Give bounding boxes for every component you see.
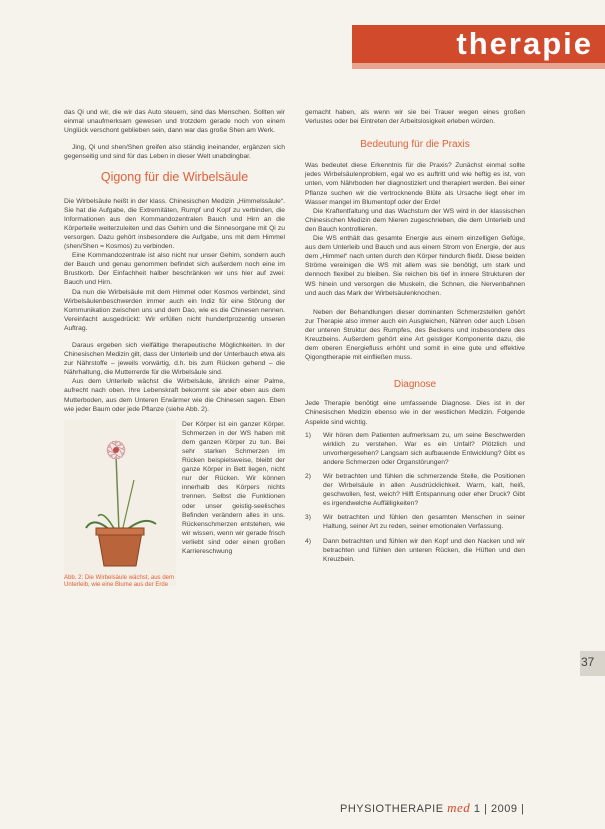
paragraph: Die WS enthält das gesamte Energie aus einem einzelligen Gefüge, aus dem Unterleib und Bauch und aus einem Strom von Energie, der aus dem „Himmel“ nach unten durch den Körper hindurch fließt. Diese beiden Ströme vereinigen die WS mit allem was sie benötigt, um stark und dennoch flexibel zu bleiben. Sie reichen bis tief in innere Strukturen der WS hinein und versorgen die Muskeln, die Schnen, die Nervenbahnen und auch das Mark der Wirbelsäulenknochen. — [305, 235, 525, 297]
left-column — [64, 108, 285, 590]
figure-block — [64, 420, 285, 590]
paragraph: Eine Kommandozentrale ist also nicht nur unser Gehirn, sondern auch der Bauch und genau genommen befindet sich außerdem noch eine im Brustkorb. Der Einfachheit halber beschränken wir uns hier auf zwei: Bauch und Hirn. — [64, 252, 285, 287]
list-item: 4) Dann betrachten und fühlen wir den Kopf und den Nacken und wir betrachten und fühlen den unteren Rücken, die Hüften und den Kreuzbein. — [305, 537, 525, 563]
flower-illustration — [64, 420, 176, 570]
paragraph: Was bedeutet diese Erkenntnis für die Praxis? Zunächst einmal sollte jedes Wirbelsäulenproblem, egal wo es auftritt und wie heftig es ist, von unten, vom Nährboden her diagnostiziert und therapiert werden. Bei einer Pflanze suchen wir die vertrocknende Blüte als Ursache liegt eher im Wasser mangel im Blumentopf oder der Erde! — [305, 162, 525, 206]
section-heading: Diagnose — [393, 379, 437, 391]
list-item: 3) Wir betrachten und fühlen den gesamten Menschen in seiner Haltung, seiner Art zu reden, seiner emotionalen Verfassung. — [305, 514, 525, 531]
section-heading: Qigong für die Wirbelsäule — [100, 170, 249, 185]
right-column — [305, 108, 525, 569]
paragraph: gemacht haben, als wenn wir sie bei Trauer wegen eines großen Verlustes oder bei Eintreten der Arbeitslosigkeit erleben würden. — [305, 109, 525, 126]
paragraph: Jede Therapie benötigt eine umfassende Diagnose. Dies ist in der Chinesischen Medizin ebenso wie in der westlichen Medizin. Folgende Aspekte sind wichtig. — [305, 400, 525, 426]
page-number: 37 — [581, 655, 595, 669]
section-banner — [352, 25, 605, 63]
paragraph: Der Körper ist ein ganzer Körper. Schmerzen in der WS haben mit dem ganzen Körper zu tun. Bei sehr starken Schmerzen im Rücken beispielsweise, bleibt der ganze Körper in Bett liegen, nicht nur der Rücken. Wir können innerhalb des Körpers nichts trennen. Selbst die Funktionen oder unser geistig-seelisches Befinden verändern alles in uns. Rückenschmerzen entstehen, wie wir wissen, wenn wir gerade frisch verliebt sind oder einen großen Karriereschwung — [182, 420, 285, 556]
paragraph: Die Wirbelsäule heißt in der klass. Chinesischen Medizin „Himmelssäule“. Sie hat die Aufgabe, die Extremitäten, Rumpf und Kopf zu verbinden, die Informationen aus den Kommandozentralen Bauch und Hirn an die Körperteile weiterzuleiten und das Gehirn und die Sinnesorgane mit Qi zu versorgen. Dazu gehört insbesondere die Aufgabe, uns mit dem Himmel (shen/Shen = Kosmos) zu verbinden. — [64, 197, 285, 251]
paragraph: Neben der Behandlungen dieser dominanten Schmerzstellen gehört zur Therapie also immer auch ein Ausgleichen, Nähren oder auch Lösen der unteren Struktur des Rumpfes, des Beckens und insbesondere des Kreuzbeins. Außerdem gehört eine Art geistiger Komponente dazu, die dem oberen Energiefluss erhöht und somit in eine gute und effektive Qigongtherapie mit einfließen muss. — [305, 308, 525, 362]
paragraph: Daraus ergeben sich vielfältige therapeutische Möglichkeiten. In der Chinesischen Medizin gilt, dass der Unterleib und der Unterbauch etwa als zur Nährstoffe – jeweils vorwärtig, d.h. bis zum Rücken gehend – die Nährhaltung, die Mutterrerde für die Wirbelsäule sind. — [64, 341, 285, 377]
section-title: therapie — [456, 26, 593, 61]
paragraph: Die Kraftentfaltung und das Wachstum der WS wird in der klassischen Chinesischen Medizin dem Nieren zugeschrieben, die dem Unterleib und den Bauch kontrollieren. — [305, 207, 525, 233]
diagnosis-list — [305, 431, 525, 564]
magazine-name: PHYSIOTHERAPIE — [340, 803, 444, 815]
paragraph: Aus dem Unterleib wächst die Wirbelsäule, ähnlich einer Palme, aufrecht nach oben. Ihre Lebenskraft bekommt sie aber eben aus dem Mutterboden, aus dem Unteren Erwärmer wie die Chinesen sagen. Eben wie jeder Baum oder jede Pflanze (siehe Abb. 2). — [64, 378, 285, 413]
footer-masthead — [340, 800, 524, 816]
list-item: 1) Wir hören dem Patienten aufmerksam zu, um seine Beschwerden wirklich zu verstehen. War es ein Unfall? Plötzlich und unvorhergesehen? Langsam sich aufbauende Entwicklung? Gibt es andere Schmerzen oder Organstörungen? — [305, 431, 525, 466]
paragraph: Da nun die Wirbelsäule mit dem Himmel oder Kosmos verbindet, sind Wirbelsäulenbeschwerden immer auch ein Indiz für eine Störung der Kommunikation zwischen uns und dem Dao, wie es die Chinesen nennen. Vereinfacht ausgedrückt: Wir erfüllen nicht hundertprozentig unseren Auftrag. — [64, 288, 285, 332]
banner-stripe — [352, 63, 605, 69]
paragraph: das Qi und wir, die wir das Auto steuern, sind das Menschen. Sollten wir einmal unaufmerksam gewesen und trotzdem gerade noch von einem Unglück verschont geblieben sein, dann war das große Shen am Werk. — [64, 109, 285, 135]
figure-caption: Abb. 2: Die Wirbelsäule wächst, aus dem Unterleib, wie eine Blume aus der Erde — [64, 574, 174, 589]
paragraph: Jing, Qi und shen/Shen greifen also ständig ineinander, ergänzen sich gegenseitig und sind für das Leben in dieser Welt unabdingbar. — [64, 144, 285, 161]
flower-pot-image — [64, 420, 176, 586]
issue-info: 1 | 2009 | — [473, 803, 525, 815]
magazine-name-med: med — [447, 800, 471, 815]
section-heading: Bedeutung für die Praxis — [360, 139, 470, 151]
list-item: 2) Wir betrachten und fühlen die schmerzende Stelle, die Positionen der Wirbelsäule in allen Ausdrücklichkeit. Warm, kalt, heiß, geschwollen, fest, weich? Hilft Entspannung oder eher Druck? Gibt es irgendwelche Auffälligkeiten? — [305, 473, 525, 508]
